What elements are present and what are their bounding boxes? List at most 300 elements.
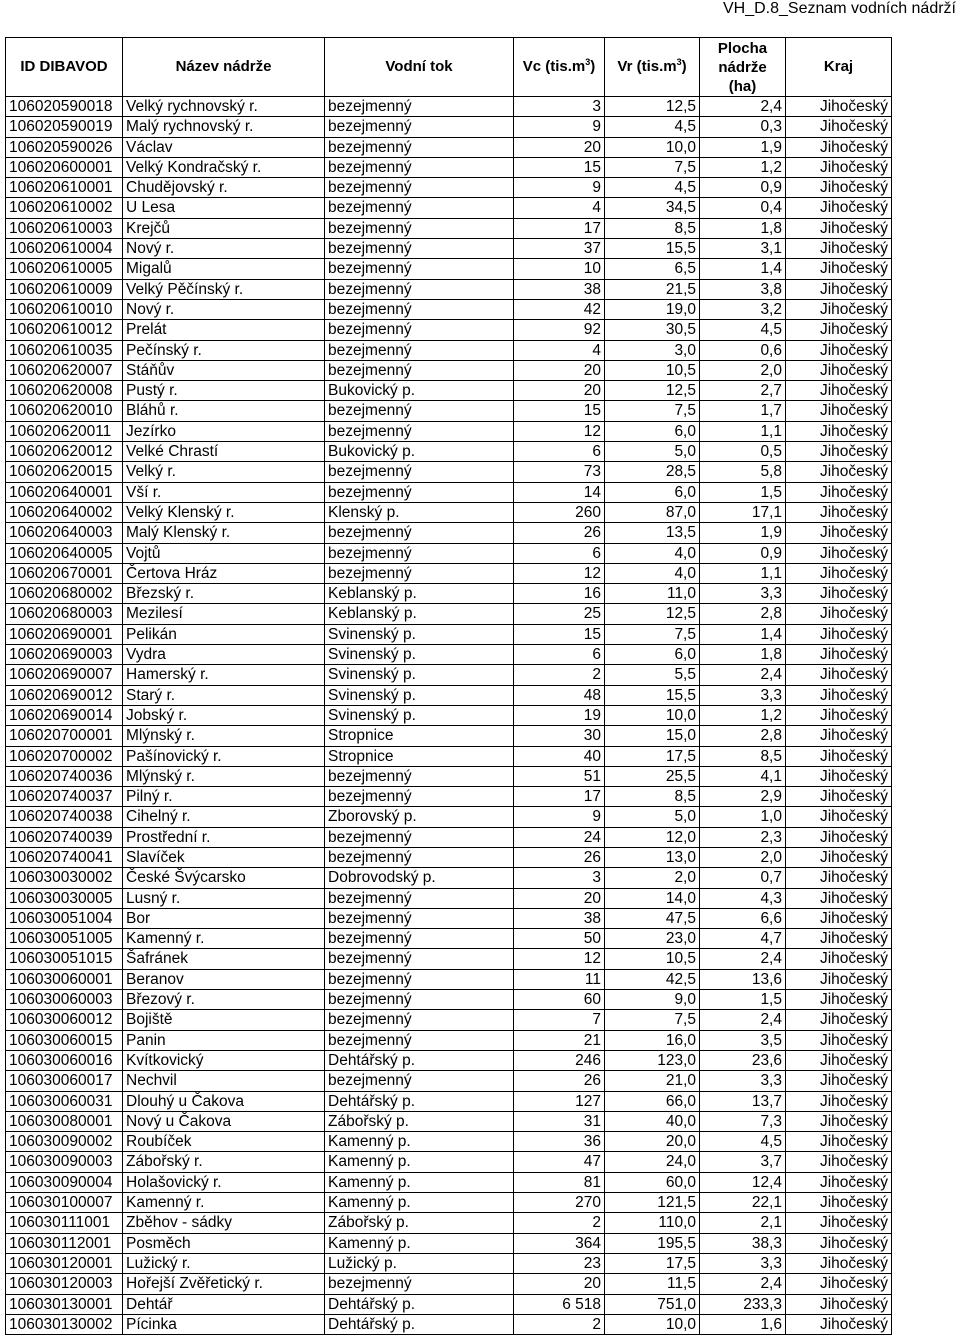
cell-vr: 12,5	[605, 604, 700, 624]
table-row	[6, 1111, 892, 1131]
cell-vr: 6,0	[605, 421, 700, 441]
cell-kraj: Jihočeský	[786, 543, 892, 563]
table-row	[6, 1030, 892, 1050]
table-row	[6, 1132, 892, 1152]
cell-id: 106020620010	[6, 401, 123, 421]
cell-tok: bezejmenný	[325, 421, 514, 441]
cell-kraj: Jihočeský	[786, 401, 892, 421]
cell-id: 106030060016	[6, 1050, 123, 1070]
cell-nazev: Březský r.	[123, 584, 325, 604]
cell-vc: 23	[514, 1253, 605, 1273]
cell-kraj: Jihočeský	[786, 279, 892, 299]
header-vc	[514, 38, 605, 97]
header-plocha-line2: nádrže	[718, 58, 767, 76]
table-row	[6, 1253, 892, 1273]
cell-plocha: 2,4	[700, 665, 786, 685]
cell-kraj: Jihočeský	[786, 787, 892, 807]
cell-nazev: Slavíček	[123, 847, 325, 867]
cell-vr: 3,0	[605, 340, 700, 360]
cell-nazev: Pilný r.	[123, 787, 325, 807]
table-row	[6, 685, 892, 705]
cell-tok: bezejmenný	[325, 888, 514, 908]
cell-plocha: 2,9	[700, 787, 786, 807]
cell-vc: 19	[514, 705, 605, 725]
cell-id: 106020690001	[6, 624, 123, 644]
cell-vc: 81	[514, 1172, 605, 1192]
table-row	[6, 1010, 892, 1030]
cell-tok: Zborovský p.	[325, 807, 514, 827]
cell-tok: bezejmenný	[325, 320, 514, 340]
cell-plocha: 3,3	[700, 1253, 786, 1273]
table-row	[6, 949, 892, 969]
cell-vr: 5,5	[605, 665, 700, 685]
cell-vr: 7,5	[605, 1010, 700, 1030]
cell-tok: bezejmenný	[325, 97, 514, 117]
header-vr	[605, 38, 700, 97]
table-row	[6, 401, 892, 421]
table-row	[6, 1050, 892, 1070]
cell-nazev: Bláhů r.	[123, 401, 325, 421]
cell-kraj: Jihočeský	[786, 320, 892, 340]
cell-nazev: Posměch	[123, 1233, 325, 1253]
cell-nazev: Mezilesí	[123, 604, 325, 624]
cell-kraj: Jihočeský	[786, 360, 892, 380]
cell-vr: 14,0	[605, 888, 700, 908]
cell-tok: bezejmenný	[325, 766, 514, 786]
cell-plocha: 23,6	[700, 1050, 786, 1070]
cell-kraj: Jihočeský	[786, 1233, 892, 1253]
cell-id: 106030030002	[6, 868, 123, 888]
table-row	[6, 604, 892, 624]
cell-nazev: Václav	[123, 137, 325, 157]
table-row	[6, 766, 892, 786]
cell-vc: 36	[514, 1132, 605, 1152]
cell-vc: 26	[514, 1071, 605, 1091]
cell-kraj: Jihočeský	[786, 624, 892, 644]
cell-vr: 21,5	[605, 279, 700, 299]
cell-tok: Kamenný p.	[325, 1172, 514, 1192]
cell-vr: 4,5	[605, 117, 700, 137]
table-row	[6, 827, 892, 847]
table-row	[6, 543, 892, 563]
cell-vc: 20	[514, 381, 605, 401]
cell-vc: 9	[514, 117, 605, 137]
cell-vr: 121,5	[605, 1193, 700, 1213]
cell-kraj: Jihočeský	[786, 482, 892, 502]
cell-vr: 10,0	[605, 705, 700, 725]
cell-vc: 127	[514, 1091, 605, 1111]
cell-tok: bezejmenný	[325, 218, 514, 238]
cell-vr: 87,0	[605, 502, 700, 522]
cell-vc: 364	[514, 1233, 605, 1253]
cell-plocha: 2,0	[700, 360, 786, 380]
cell-nazev: Nový r.	[123, 299, 325, 319]
cell-id: 106030060001	[6, 969, 123, 989]
cell-tok: bezejmenný	[325, 523, 514, 543]
cell-vr: 60,0	[605, 1172, 700, 1192]
cell-tok: Kamenný p.	[325, 1132, 514, 1152]
header-kraj: Kraj	[786, 38, 892, 97]
cell-nazev: Jobský r.	[123, 705, 325, 725]
cell-plocha: 2,0	[700, 847, 786, 867]
cell-tok: bezejmenný	[325, 340, 514, 360]
cell-kraj: Jihočeský	[786, 929, 892, 949]
cell-id: 106020590026	[6, 137, 123, 157]
cell-tok: bezejmenný	[325, 178, 514, 198]
cell-id: 106020740039	[6, 827, 123, 847]
cell-tok: bezejmenný	[325, 482, 514, 502]
cell-id: 106020600001	[6, 157, 123, 177]
cell-id: 106020620008	[6, 381, 123, 401]
cell-vr: 6,5	[605, 259, 700, 279]
cell-id: 106030120003	[6, 1274, 123, 1294]
cell-vr: 751,0	[605, 1294, 700, 1314]
cell-nazev: Holašovický r.	[123, 1172, 325, 1192]
cell-id: 106030051005	[6, 929, 123, 949]
cell-vr: 17,5	[605, 1253, 700, 1273]
cell-plocha: 0,7	[700, 868, 786, 888]
cell-kraj: Jihočeský	[786, 340, 892, 360]
cell-tok: bezejmenný	[325, 543, 514, 563]
cell-tok: bezejmenný	[325, 949, 514, 969]
cell-nazev: Šafránek	[123, 949, 325, 969]
table-row	[6, 847, 892, 867]
cell-kraj: Jihočeský	[786, 462, 892, 482]
cell-kraj: Jihočeský	[786, 807, 892, 827]
cell-tok: bezejmenný	[325, 1030, 514, 1050]
table-row	[6, 624, 892, 644]
cell-kraj: Jihočeský	[786, 949, 892, 969]
header-vc-sup: 3	[585, 57, 591, 67]
cell-tok: Kamenný p.	[325, 1233, 514, 1253]
cell-nazev: Stáňův	[123, 360, 325, 380]
cell-id: 106020620015	[6, 462, 123, 482]
cell-tok: bezejmenný	[325, 1071, 514, 1091]
cell-tok: Zábořský p.	[325, 1213, 514, 1233]
cell-id: 106020610005	[6, 259, 123, 279]
cell-plocha: 12,4	[700, 1172, 786, 1192]
cell-vr: 6,0	[605, 482, 700, 502]
cell-tok: bezejmenný	[325, 157, 514, 177]
cell-vc: 20	[514, 360, 605, 380]
cell-vc: 40	[514, 746, 605, 766]
cell-plocha: 2,8	[700, 604, 786, 624]
cell-plocha: 1,4	[700, 624, 786, 644]
cell-plocha: 1,2	[700, 705, 786, 725]
cell-tok: bezejmenný	[325, 563, 514, 583]
cell-plocha: 0,3	[700, 117, 786, 137]
cell-nazev: Pícinka	[123, 1314, 325, 1334]
cell-id: 106020740037	[6, 787, 123, 807]
cell-nazev: Beranov	[123, 969, 325, 989]
cell-vr: 4,0	[605, 543, 700, 563]
cell-vc: 7	[514, 1010, 605, 1030]
cell-tok: Kamenný p.	[325, 1152, 514, 1172]
cell-vr: 13,5	[605, 523, 700, 543]
cell-vr: 4,0	[605, 563, 700, 583]
cell-id: 106030060003	[6, 990, 123, 1010]
cell-id: 106020680003	[6, 604, 123, 624]
cell-vc: 50	[514, 929, 605, 949]
cell-vr: 10,0	[605, 137, 700, 157]
cell-nazev: Nechvil	[123, 1071, 325, 1091]
cell-kraj: Jihočeský	[786, 1253, 892, 1273]
table-row	[6, 462, 892, 482]
cell-kraj: Jihočeský	[786, 1132, 892, 1152]
cell-vc: 11	[514, 969, 605, 989]
cell-plocha: 1,5	[700, 482, 786, 502]
table-row	[6, 1294, 892, 1314]
table-row	[6, 1172, 892, 1192]
cell-vr: 25,5	[605, 766, 700, 786]
table-row	[6, 1314, 892, 1334]
cell-vr: 7,5	[605, 157, 700, 177]
cell-kraj: Jihočeský	[786, 685, 892, 705]
table-row	[6, 746, 892, 766]
cell-id: 106020690007	[6, 665, 123, 685]
cell-nazev: Vydra	[123, 645, 325, 665]
cell-vc: 15	[514, 401, 605, 421]
table-row	[6, 1071, 892, 1091]
cell-vc: 10	[514, 259, 605, 279]
table-row	[6, 1152, 892, 1172]
cell-vr: 15,0	[605, 726, 700, 746]
header-vr-end: )	[681, 58, 687, 75]
cell-tok: bezejmenný	[325, 198, 514, 218]
cell-id: 106020620007	[6, 360, 123, 380]
cell-nazev: Lusný r.	[123, 888, 325, 908]
cell-vc: 38	[514, 908, 605, 928]
table-row	[6, 299, 892, 319]
cell-kraj: Jihočeský	[786, 137, 892, 157]
cell-tok: Svinenský p.	[325, 624, 514, 644]
cell-plocha: 1,5	[700, 990, 786, 1010]
cell-plocha: 3,3	[700, 584, 786, 604]
cell-nazev: Vojtů	[123, 543, 325, 563]
table-row	[6, 137, 892, 157]
cell-nazev: Kamenný r.	[123, 1193, 325, 1213]
cell-id: 106030112001	[6, 1233, 123, 1253]
cell-vr: 15,5	[605, 685, 700, 705]
cell-nazev: Jezírko	[123, 421, 325, 441]
cell-vr: 12,5	[605, 381, 700, 401]
cell-kraj: Jihočeský	[786, 523, 892, 543]
cell-nazev: Pašínovický r.	[123, 746, 325, 766]
cell-vr: 24,0	[605, 1152, 700, 1172]
cell-kraj: Jihočeský	[786, 827, 892, 847]
cell-kraj: Jihočeský	[786, 1314, 892, 1334]
cell-nazev: Hořejší Zvěřetický r.	[123, 1274, 325, 1294]
table-row	[6, 787, 892, 807]
cell-kraj: Jihočeský	[786, 97, 892, 117]
cell-id: 106030090002	[6, 1132, 123, 1152]
cell-vc: 2	[514, 665, 605, 685]
cell-id: 106030120001	[6, 1253, 123, 1273]
cell-id: 106030130001	[6, 1294, 123, 1314]
cell-id: 106020620012	[6, 442, 123, 462]
cell-id: 106020610035	[6, 340, 123, 360]
cell-id: 106030051004	[6, 908, 123, 928]
cell-plocha: 2,3	[700, 827, 786, 847]
cell-kraj: Jihočeský	[786, 584, 892, 604]
table-row	[6, 705, 892, 725]
cell-tok: Svinenský p.	[325, 665, 514, 685]
cell-id: 106030100007	[6, 1193, 123, 1213]
cell-id: 106020740036	[6, 766, 123, 786]
cell-id: 106020610003	[6, 218, 123, 238]
cell-vc: 246	[514, 1050, 605, 1070]
table-row	[6, 218, 892, 238]
table-row	[6, 482, 892, 502]
cell-vr: 12,0	[605, 827, 700, 847]
cell-tok: Stropnice	[325, 746, 514, 766]
cell-plocha: 0,5	[700, 442, 786, 462]
cell-kraj: Jihočeský	[786, 604, 892, 624]
cell-vr: 15,5	[605, 239, 700, 259]
cell-vc: 20	[514, 888, 605, 908]
cell-nazev: Dehtář	[123, 1294, 325, 1314]
cell-plocha: 5,8	[700, 462, 786, 482]
cell-plocha: 1,2	[700, 157, 786, 177]
cell-tok: bezejmenný	[325, 259, 514, 279]
cell-plocha: 3,1	[700, 239, 786, 259]
cell-plocha: 3,8	[700, 279, 786, 299]
cell-plocha: 3,3	[700, 685, 786, 705]
cell-tok: Lužický p.	[325, 1253, 514, 1273]
cell-nazev: Pelikán	[123, 624, 325, 644]
cell-vr: 10,0	[605, 1314, 700, 1334]
cell-id: 106030060012	[6, 1010, 123, 1030]
cell-nazev: Velký rychnovský r.	[123, 97, 325, 117]
cell-id: 106030111001	[6, 1213, 123, 1233]
cell-vr: 30,5	[605, 320, 700, 340]
cell-plocha: 3,7	[700, 1152, 786, 1172]
cell-vr: 19,0	[605, 299, 700, 319]
cell-vr: 8,5	[605, 787, 700, 807]
header-id: ID DIBAVOD	[6, 38, 123, 97]
cell-tok: bezejmenný	[325, 299, 514, 319]
cell-kraj: Jihočeský	[786, 117, 892, 137]
cell-vr: 34,5	[605, 198, 700, 218]
cell-kraj: Jihočeský	[786, 746, 892, 766]
table-row	[6, 929, 892, 949]
cell-kraj: Jihočeský	[786, 421, 892, 441]
cell-id: 106030090004	[6, 1172, 123, 1192]
cell-kraj: Jihočeský	[786, 705, 892, 725]
cell-vr: 6,0	[605, 645, 700, 665]
cell-plocha: 2,4	[700, 97, 786, 117]
cell-vc: 4	[514, 340, 605, 360]
cell-nazev: Kvítkovický	[123, 1050, 325, 1070]
cell-nazev: Prelát	[123, 320, 325, 340]
cell-plocha: 2,4	[700, 1274, 786, 1294]
cell-id: 106020700001	[6, 726, 123, 746]
cell-vc: 16	[514, 584, 605, 604]
table-row	[6, 1233, 892, 1253]
table-row	[6, 726, 892, 746]
cell-tok: bezejmenný	[325, 1274, 514, 1294]
cell-kraj: Jihočeský	[786, 299, 892, 319]
cell-vc: 15	[514, 624, 605, 644]
cell-vc: 2	[514, 1213, 605, 1233]
cell-nazev: Prostřední r.	[123, 827, 325, 847]
cell-kraj: Jihočeský	[786, 442, 892, 462]
cell-kraj: Jihočeský	[786, 198, 892, 218]
cell-nazev: Velké Chrastí	[123, 442, 325, 462]
cell-vr: 5,0	[605, 807, 700, 827]
cell-nazev: Velký Kondračský r.	[123, 157, 325, 177]
cell-kraj: Jihočeský	[786, 1030, 892, 1050]
cell-nazev: Cihelný r.	[123, 807, 325, 827]
cell-nazev: Migalů	[123, 259, 325, 279]
cell-vc: 12	[514, 421, 605, 441]
cell-tok: bezejmenný	[325, 360, 514, 380]
cell-plocha: 4,5	[700, 1132, 786, 1152]
cell-kraj: Jihočeský	[786, 665, 892, 685]
cell-vc: 6	[514, 645, 605, 665]
cell-nazev: Nový u Čakova	[123, 1111, 325, 1131]
cell-id: 106020610002	[6, 198, 123, 218]
cell-kraj: Jihočeský	[786, 1274, 892, 1294]
cell-vc: 48	[514, 685, 605, 705]
cell-vc: 26	[514, 847, 605, 867]
table-row	[6, 442, 892, 462]
cell-nazev: Pustý r.	[123, 381, 325, 401]
table-row	[6, 868, 892, 888]
cell-kraj: Jihočeský	[786, 1050, 892, 1070]
header-vr-sup: 3	[676, 57, 682, 67]
cell-vc: 12	[514, 563, 605, 583]
cell-vc: 20	[514, 137, 605, 157]
cell-vc: 6	[514, 543, 605, 563]
cell-vr: 40,0	[605, 1111, 700, 1131]
cell-nazev: České Švýcarsko	[123, 868, 325, 888]
cell-kraj: Jihočeský	[786, 1091, 892, 1111]
cell-nazev: U Lesa	[123, 198, 325, 218]
document-reference: VH_D.8_Seznam vodních nádrží	[722, 0, 956, 17]
cell-vc: 51	[514, 766, 605, 786]
cell-nazev: Dlouhý u Čakova	[123, 1091, 325, 1111]
cell-tok: bezejmenný	[325, 929, 514, 949]
cell-plocha: 1,8	[700, 218, 786, 238]
cell-id: 106020690003	[6, 645, 123, 665]
cell-vr: 8,5	[605, 218, 700, 238]
cell-tok: Klenský p.	[325, 502, 514, 522]
cell-vr: 4,5	[605, 178, 700, 198]
cell-nazev: Březový r.	[123, 990, 325, 1010]
cell-id: 106020610001	[6, 178, 123, 198]
cell-nazev: Lužický r.	[123, 1253, 325, 1273]
cell-vc: 47	[514, 1152, 605, 1172]
cell-tok: bezejmenný	[325, 401, 514, 421]
table-header-row	[6, 38, 892, 97]
cell-plocha: 0,9	[700, 543, 786, 563]
cell-id: 106020690012	[6, 685, 123, 705]
cell-nazev: Hamerský r.	[123, 665, 325, 685]
cell-tok: bezejmenný	[325, 1010, 514, 1030]
cell-vc: 6 518	[514, 1294, 605, 1314]
cell-vr: 47,5	[605, 908, 700, 928]
cell-kraj: Jihočeský	[786, 1294, 892, 1314]
table-row	[6, 279, 892, 299]
table-row	[6, 990, 892, 1010]
cell-vc: 17	[514, 787, 605, 807]
cell-nazev: Roubíček	[123, 1132, 325, 1152]
cell-kraj: Jihočeský	[786, 218, 892, 238]
header-vr-text: Vr (tis.m	[617, 58, 677, 75]
cell-id: 106020680002	[6, 584, 123, 604]
cell-plocha: 4,7	[700, 929, 786, 949]
